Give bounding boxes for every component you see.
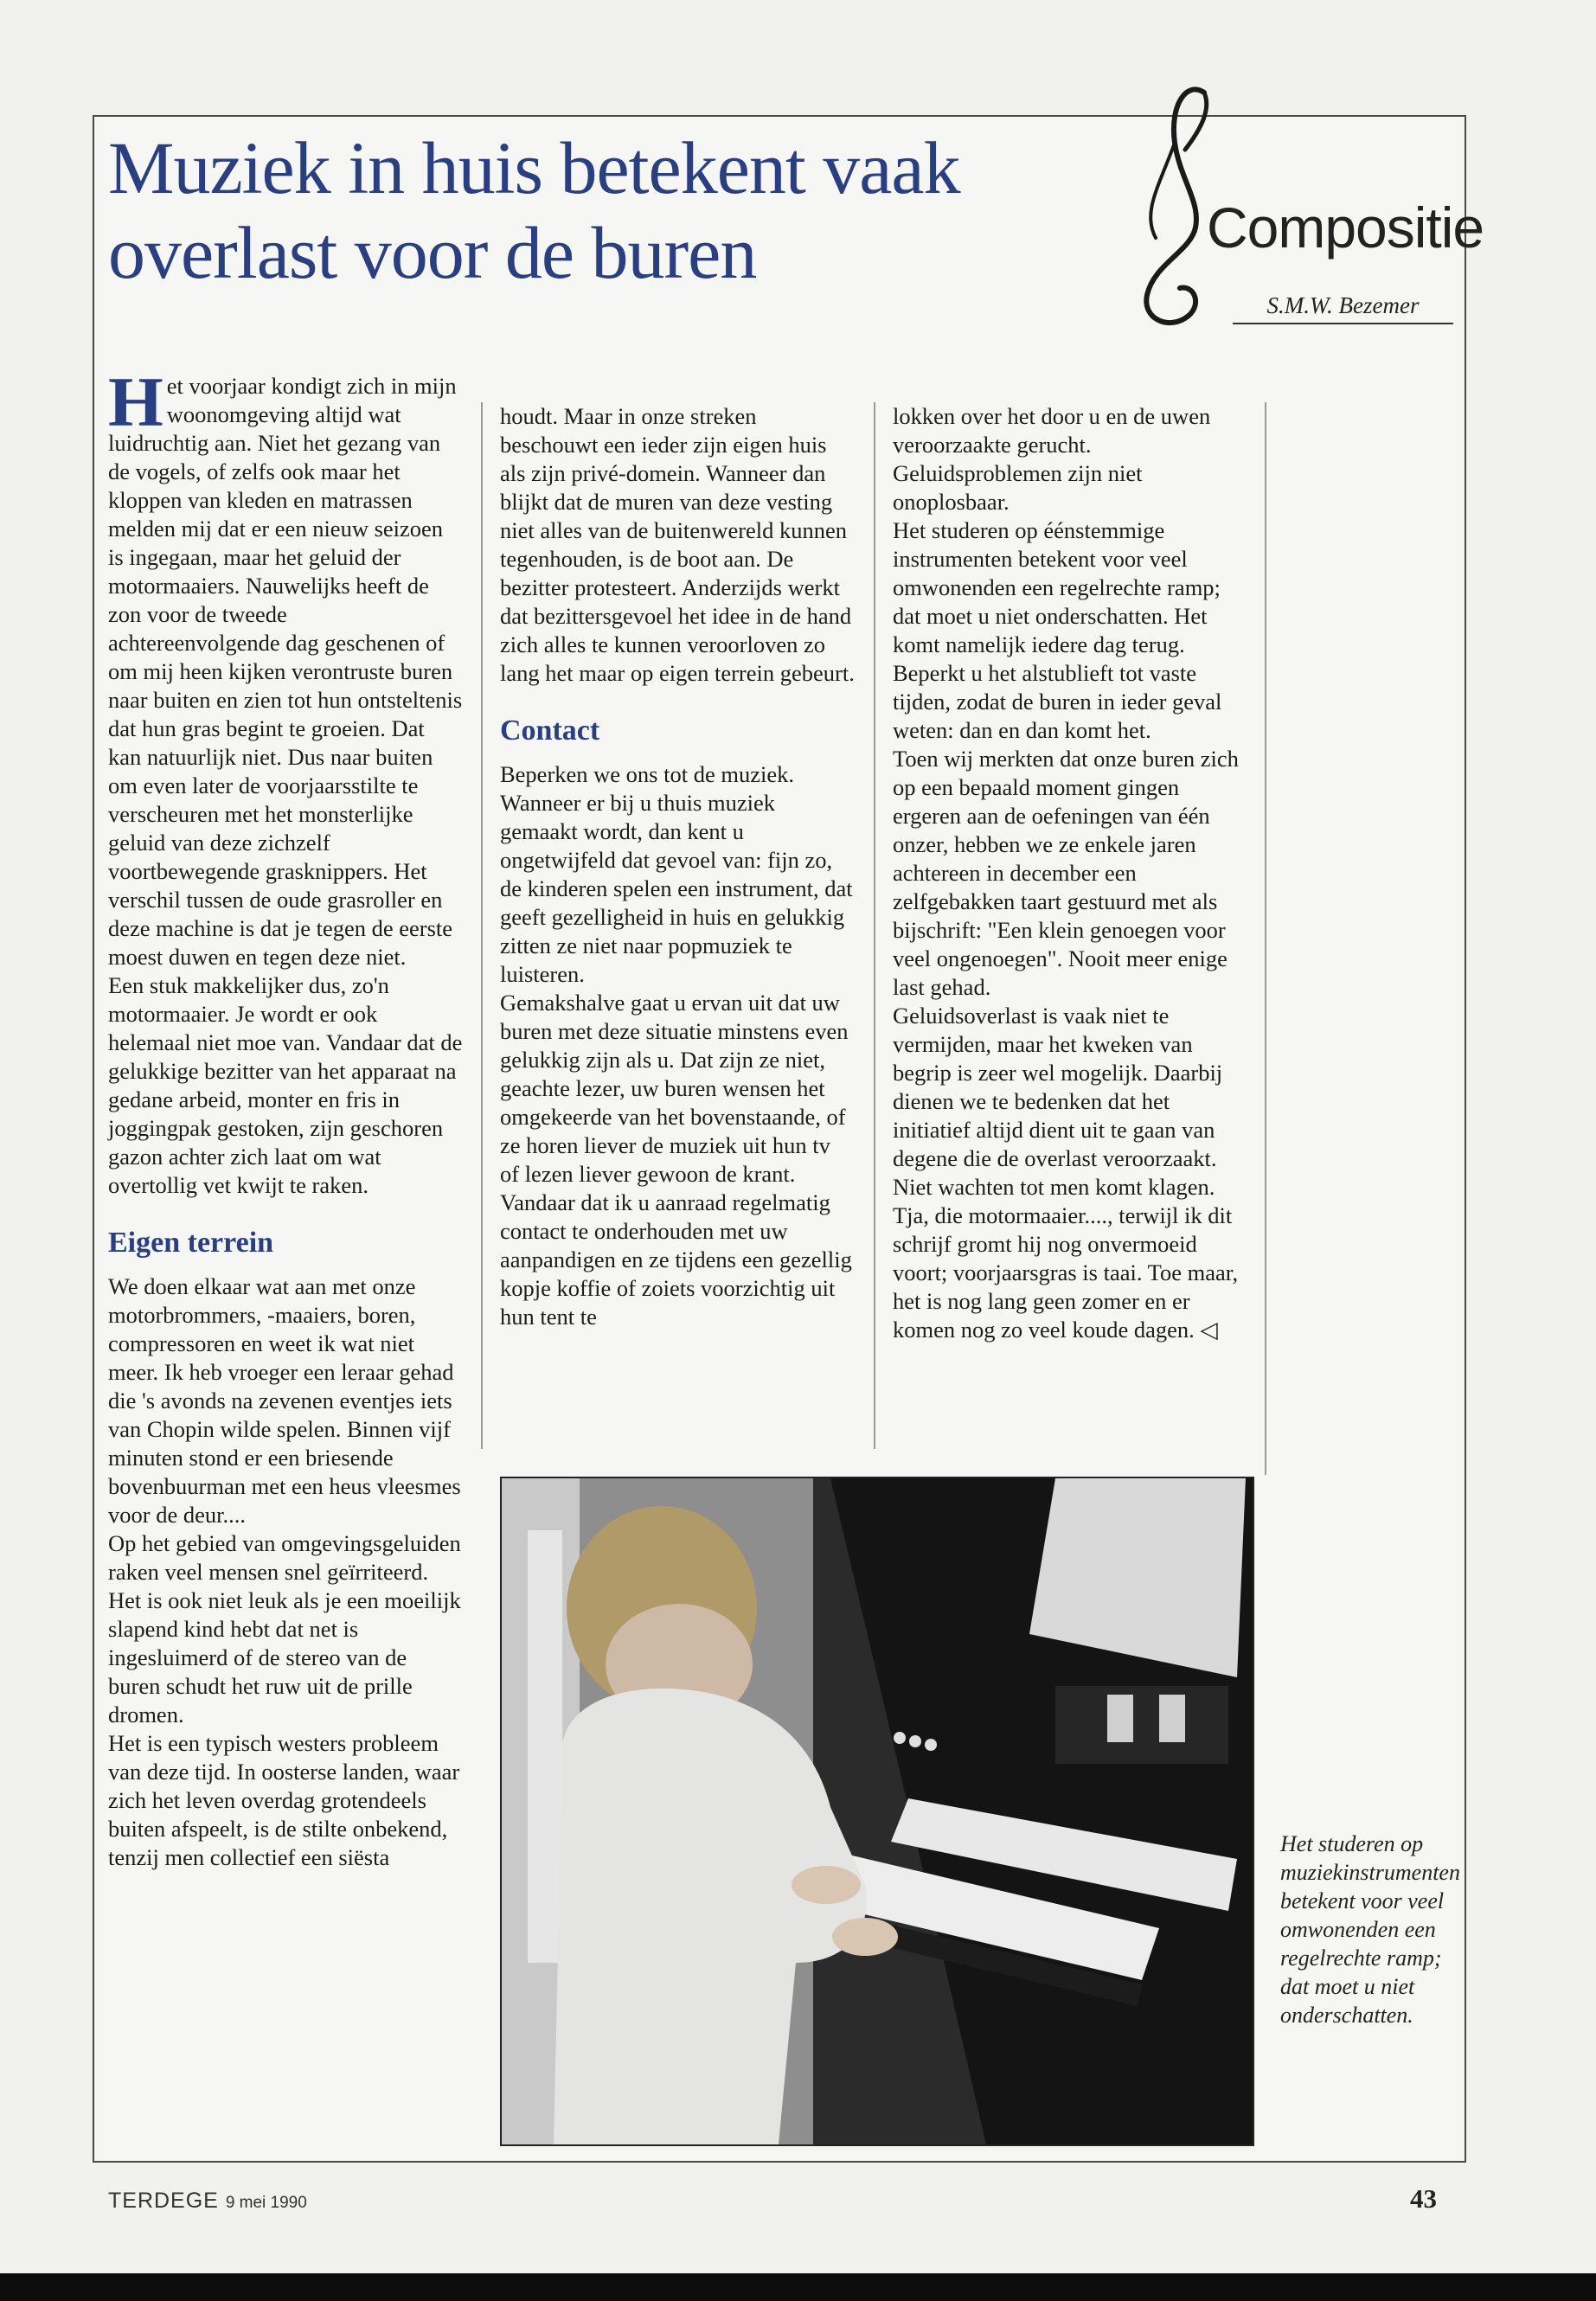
column-divider [481, 402, 483, 1449]
scan-bottom-band [0, 2273, 1596, 2301]
article-column-3 [893, 402, 1249, 1344]
paragraph: Tja, die motormaaier...., terwijl ik dit schrijf gromt hij nog onvermoeid voort; voorjaarsgras is taai. Toe maar, het is nog lang geen zomer en er komen nog zo veel koude dagen. ◁ [893, 1202, 1239, 1343]
paragraph: Geluidsoverlast is vaak niet te vermijden, maar het kweken van begrip is zeer wel mogelijk. Daarbij dienen we te bedenken dat het initiatief altijd dient uit te gaan van degene die de overlast veroorzaakt. Niet wachten tot men komt klagen. [893, 1003, 1223, 1200]
article-title [108, 125, 1129, 295]
footer-publication [108, 2189, 307, 2214]
paragraph: Een stuk makkelijker dus, zo'n motormaaier. Je wordt er ook helemaal niet moe van. Vandaar dat de gelukkige bezitter van het apparaat na gedane arbeid, monter en fris in joggingpak gestoken, zijn geschoren gazon achter zich laat om wat overtollig vet kwijt te raken. [108, 972, 463, 1198]
drop-cap: H [108, 362, 163, 441]
author-byline: S.M.W. Bezemer [1233, 292, 1453, 324]
column-divider [874, 402, 875, 1449]
subheading-contact: Contact [500, 715, 600, 747]
paragraph: Het studeren op éénstemmige instrumenten betekent voor veel omwonenden een regelrechte ramp; dat moet u niet onderschatten. Het komt namelijk iedere dag terug. Beperkt u het alstublieft tot vaste tijden, zodat de buren in ieder geval weten: dan en dan komt het. [893, 517, 1222, 743]
article-column-1 [108, 362, 463, 1872]
paragraph: Gemakshalve gaat u ervan uit dat uw buren met deze situatie minstens even gelukkig zijn als u. Dat zijn ze niet, geachte lezer, uw buren wensen het omgekeerde van het bovenstaande, of ze horen liever de muziek uit hun tv of lezen liever gewoon de krant. [500, 990, 849, 1187]
page-number: 43 [1410, 2183, 1437, 2214]
publication-name: TERDEGE [108, 2189, 219, 2213]
paragraph: lokken over het door u en de uwen veroorzaakte gerucht. Geluidsproblemen zijn niet onoplosbaar. [893, 403, 1211, 515]
photo-caption: Het studeren op muziekinstrumenten betekent voor veel omwonenden een regelrechte ramp; dat moet u niet onderschatten. [1280, 1831, 1460, 2028]
paragraph [108, 362, 463, 971]
paragraph: Vandaar dat ik u aanraad regelmatig contact te onderhouden met uw aanpandigen en ze tijdens een gezellig kopje koffie of zoiets voorzichtig uit hun tent te [500, 1189, 852, 1330]
paragraph: We doen elkaar wat aan met onze motorbrommers, -maaiers, boren, compressoren en weet ik wat niet meer. Ik heb vroeger een leraar gehad die 's avonds na zevenen eventjes iets van Chopin wilde spelen. Binnen vijf minuten stond er een briesende bovenbuurman met een heus vleesmes voor de deur.... [108, 1273, 461, 1528]
publication-date: 9 mei 1990 [225, 2194, 307, 2212]
title-line-1: Muziek in huis betekent vaak [108, 126, 960, 209]
section-name: Compositie [1207, 195, 1484, 260]
paragraph: houdt. Maar in onze streken beschouwt een ieder zijn eigen huis als zijn privé-domein. Wanneer dan blijkt dat de muren van deze vesting niet alles van de buitenwereld kunnen tegenhouden, is de boot aan. De bezitter protesteert. Anderzijds werkt dat bezittersgevoel het idee in de hand zich alles te kunnen veroorloven zo lang het maar op eigen terrein gebeurt. [500, 403, 855, 686]
photo-child-playing-organ [500, 1477, 1254, 2146]
paragraph: Het is een typisch westers probleem van deze tijd. In oosterse landen, waar zich het leven overdag grotendeels buiten afspeelt, is de stilte onbekend, tenzij men collectief een siësta [108, 1730, 460, 1870]
paragraph: Op het gebied van omgevingsgeluiden raken veel mensen snel geïrriteerd. Het is ook niet leuk als je een moeilijk slapend kind hebt dat net is ingesluimerd of de stereo van de buren schudt het ruw uit de prille dromen. [108, 1530, 461, 1727]
subheading-eigen-terrein: Eigen terrein [108, 1227, 274, 1259]
paragraph: Toen wij merkten dat onze buren zich op een bepaald moment gingen ergeren aan de oefeningen van één onzer, hebben we ze enkele jaren achtereen in december een zelfgebakken taart gestuurd met als bijschrift: "Een klein genoegen voor veel ongenoegen". Nooit meer enige last gehad. [893, 746, 1239, 1000]
paragraph: Beperken we ons tot de muziek. Wanneer er bij u thuis muziek gemaakt wordt, dan kent u ongetwijfeld dat gevoel van: fijn zo, de kinderen spelen een instrument, dat geeft gezelligheid in huis en gelukkig zitten ze niet naar popmuziek te luisteren. [500, 761, 853, 987]
title-line-2: overlast voor de buren [108, 211, 757, 294]
paragraph-text: et voorjaar kondigt zich in mijn woonomgeving altijd wat luidruchtig aan. Niet het gezang van de vogels, of zelfs ook maar het kloppen van kleden en matrassen melden mij dat er een nieuw seizoen is ingegaan, maar het geluid der motormaaiers. Nauwelijks heeft de zon voor de tweede achtereenvolgende dag geschenen of om mij heen kijken verontruste buren naar buiten en zien tot hun ontsteltenis dat hun gras begint te groeien. Dat kan natuurlijk niet. Dus naar buiten om even later de voorjaarsstilte te verscheuren met het monsterlijke geluid van deze zichzelf voortbewegende grasknippers. Het verschil tussen de oude grasroller en deze machine is dat je tegen de eerste moest duwen en tegen deze niet. [108, 373, 463, 970]
article-column-2 [500, 402, 855, 1331]
column-divider [1265, 402, 1266, 1475]
